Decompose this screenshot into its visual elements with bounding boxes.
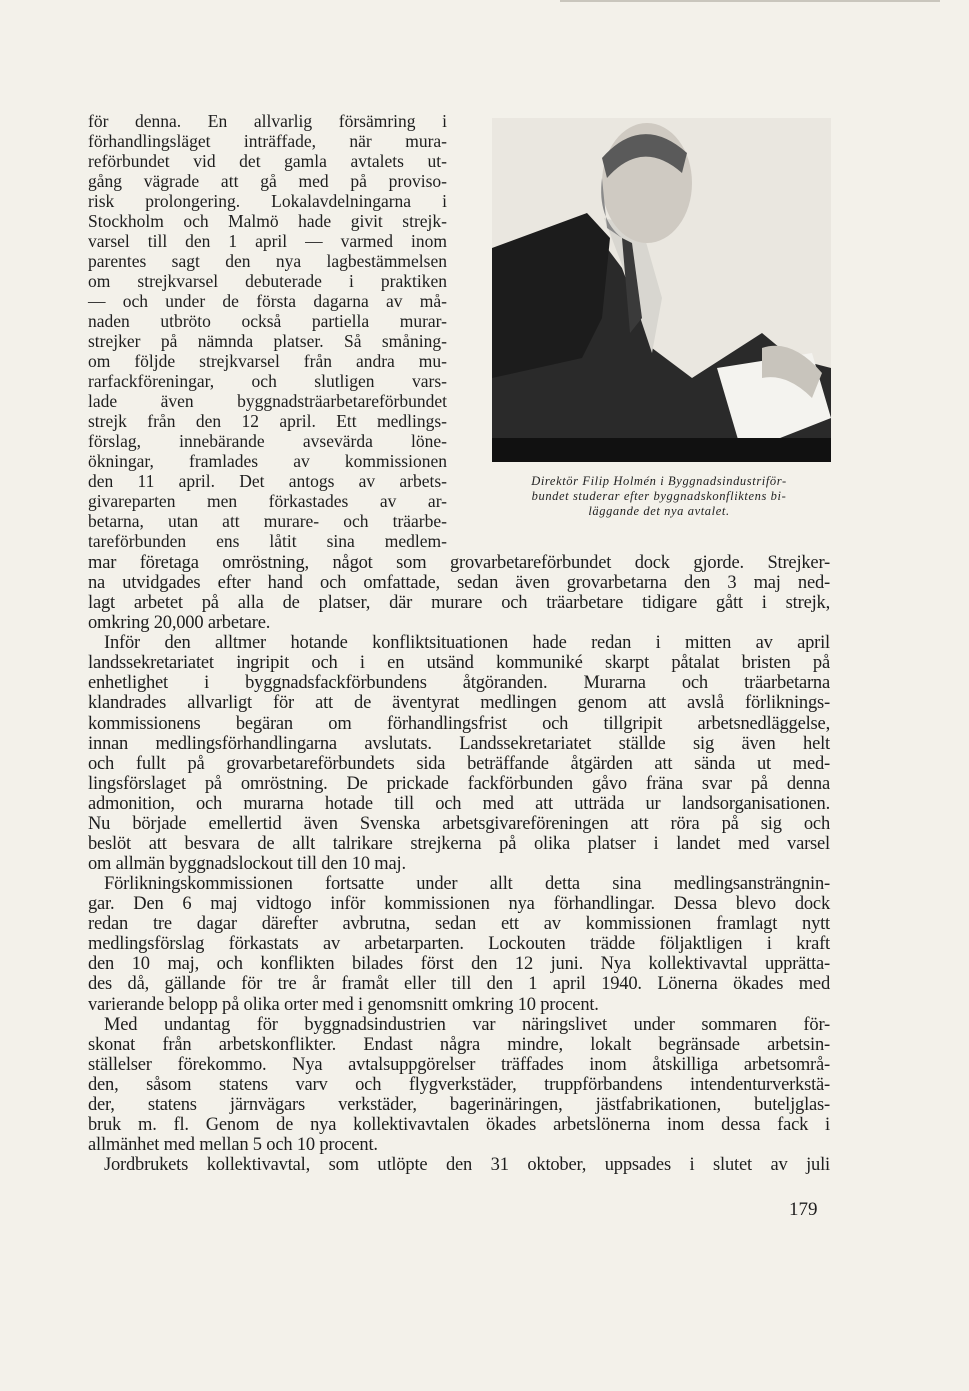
text-line: kommissionens begäran om förhandlingsfrist och tillgripit arbetsnedläggelse,	[88, 713, 830, 734]
text-line: ställelser förekommo. Nya avtalsuppgörelser träffades inom åtskilliga arbetsområ-	[88, 1054, 830, 1075]
text-line: strejk från den 12 april. Ett medlings-	[88, 411, 447, 431]
text-line: klandrades allvarligt för att de äventyrat medlingen genom att avslå förliknings-	[88, 693, 830, 714]
text-line: lade även byggnadsträarbetareförbundet	[88, 391, 447, 411]
text-line: Nu började emellertid även Svenska arbetsgivareföreningen att röra på sig och	[88, 813, 830, 834]
text-line: redan tre dagar därefter avbrutna, sedan ett av kommissionen framlagt nytt	[88, 914, 830, 935]
text-line: admonition, och murarna hotade till och med att utträda ur landsorganisationen.	[88, 793, 830, 814]
text-line: naden utbröto också partiella murar-	[88, 311, 447, 331]
caption-line: läggande det nya avtalet.	[588, 504, 730, 518]
text-line: Med undantag för byggnadsindustrien var näringslivet under sommaren för-	[104, 1014, 830, 1035]
caption-line: Direktör Filip Holmén i Byggnadsindustriför-	[531, 474, 787, 488]
text-line: Förlikningskommissionen fortsatte under allt detta sina medlingsansträngnin-	[104, 874, 830, 895]
portrait-photo	[492, 118, 831, 462]
text-line: gång vägrade att gå med på proviso-	[88, 171, 447, 191]
text-line: varierande belopp på olika orter med i genomsnitt omkring 10 procent.	[88, 994, 599, 1015]
text-line: omkring 20,000 arbetare.	[88, 613, 271, 634]
text-line: risk prolongering. Lokalavdelningarna i	[88, 191, 447, 211]
text-line: parentes sagt den nya lagbestämmelsen	[88, 251, 447, 271]
text-line: Stockholm och Malmö hade givit strejk-	[88, 211, 447, 231]
text-line: rarfackföreningar, och slutligen vars-	[88, 371, 447, 391]
text-line: den, såsom statens varv och flygverkstäder, truppförbandens intendenturverkstä-	[88, 1074, 830, 1095]
text-line: reförbundet vid det gamla avtalets ut-	[88, 151, 447, 171]
page-number: 179	[789, 1199, 818, 1220]
text-line: des då, gällande för tre år framåt eller till den 1 april 1940. Lönerna ökades med	[88, 974, 830, 995]
text-line: lingsförslaget på omröstning. De prickade fackförbunden gåvo fräna svar på denna	[88, 773, 830, 794]
text-line: enhetlighet i byggnadsfackförbundens åtgöranden. Murarna och träarbetarna	[88, 673, 830, 694]
text-line: Inför den alltmer hotande konfliktsituationen hade redan i mitten av april	[104, 633, 830, 654]
text-line: den 11 april. Det antogs av arbets-	[88, 471, 447, 491]
text-line: om allmän byggnadslockout till den 10 maj.	[88, 854, 406, 875]
text-line: na utvidgades efter hand och omfattade, sedan även grovarbetarna den 3 maj ned-	[88, 573, 830, 594]
text-line: mar företaga omröstning, något som grovarbetareförbundet dock gjorde. Strejker-	[88, 553, 830, 573]
text-line: för denna. En allvarlig försämring i	[88, 111, 447, 131]
text-line: den 10 maj, och konflikten bilades först den 12 juni. Nya kollektivavtal upprätta-	[88, 954, 830, 975]
text-line: och fullt på grovarbetareförbundets sida beträffande åtgärden att sända ut med-	[88, 753, 830, 774]
text-line: tareförbunden ens låtit sina medlem-	[88, 531, 447, 551]
text-line: landssekretariatet ingripit och i en utsänd kommuniké skarpt påtalat bristen på	[88, 653, 830, 674]
text-line: bruk m. fl. Genom de nya kollektivavtalen ökades arbetslönerna inom dessa fack i	[88, 1114, 830, 1135]
text-line: — och under de första dagarna av må-	[88, 291, 447, 311]
text-line: förslag, innebärande avsevärda löne-	[88, 431, 447, 451]
text-line: gar. Den 6 maj vidtogo inför kommissionen nya förhandlingar. Dessa blevo dock	[88, 894, 830, 915]
text-line: skonat från arbetskonflikter. Endast några mindre, lokalt begränsade arbetsin-	[88, 1034, 830, 1055]
text-line: betarna, utan att murare- och träarbe-	[88, 511, 447, 531]
text-line: förhandlingsläget inträffade, när mura-	[88, 131, 447, 151]
text-line: ökningar, framlades av kommissionen	[88, 451, 447, 471]
text-line: innan medlingsförhandlingarna avslutats. Landssekretariatet ställde sig även helt	[88, 733, 830, 754]
text-line: varsel till den 1 april — varmed inom	[88, 231, 447, 251]
text-line: om följde strejkvarsel från andra mu-	[88, 351, 447, 371]
text-line: allmänhet med mellan 5 och 10 procent.	[88, 1135, 378, 1156]
caption-line: bundet studerar efter byggnadskonfliktens bi-	[531, 489, 787, 503]
text-line: lagt arbetet på alla de platser, där murare och träarbetare tidigare gått i strejk,	[88, 593, 830, 614]
text-line: om strejkvarsel debuterade i praktiken	[88, 271, 447, 291]
scan-edge	[560, 0, 940, 2]
photo-caption	[484, 474, 834, 519]
text-line: Jordbrukets kollektivavtal, som utlöpte den 31 oktober, uppsades i slutet av juli	[104, 1155, 830, 1176]
text-line: strejker på nämnda platser. Så småning-	[88, 331, 447, 351]
text-line: givareparten men förkastades av ar-	[88, 491, 447, 511]
text-line: beslöt att besvara de allt talrikare strejkerna på olika platser i landet med varsel	[88, 833, 830, 854]
text-line: der, statens järnvägars verkstäder, bagerinäringen, jästfabrikationen, buteljglas-	[88, 1094, 830, 1115]
text-line: medlingsförslag förkastats av arbetarparten. Lockouten trädde följaktligen i kraft	[88, 934, 830, 955]
